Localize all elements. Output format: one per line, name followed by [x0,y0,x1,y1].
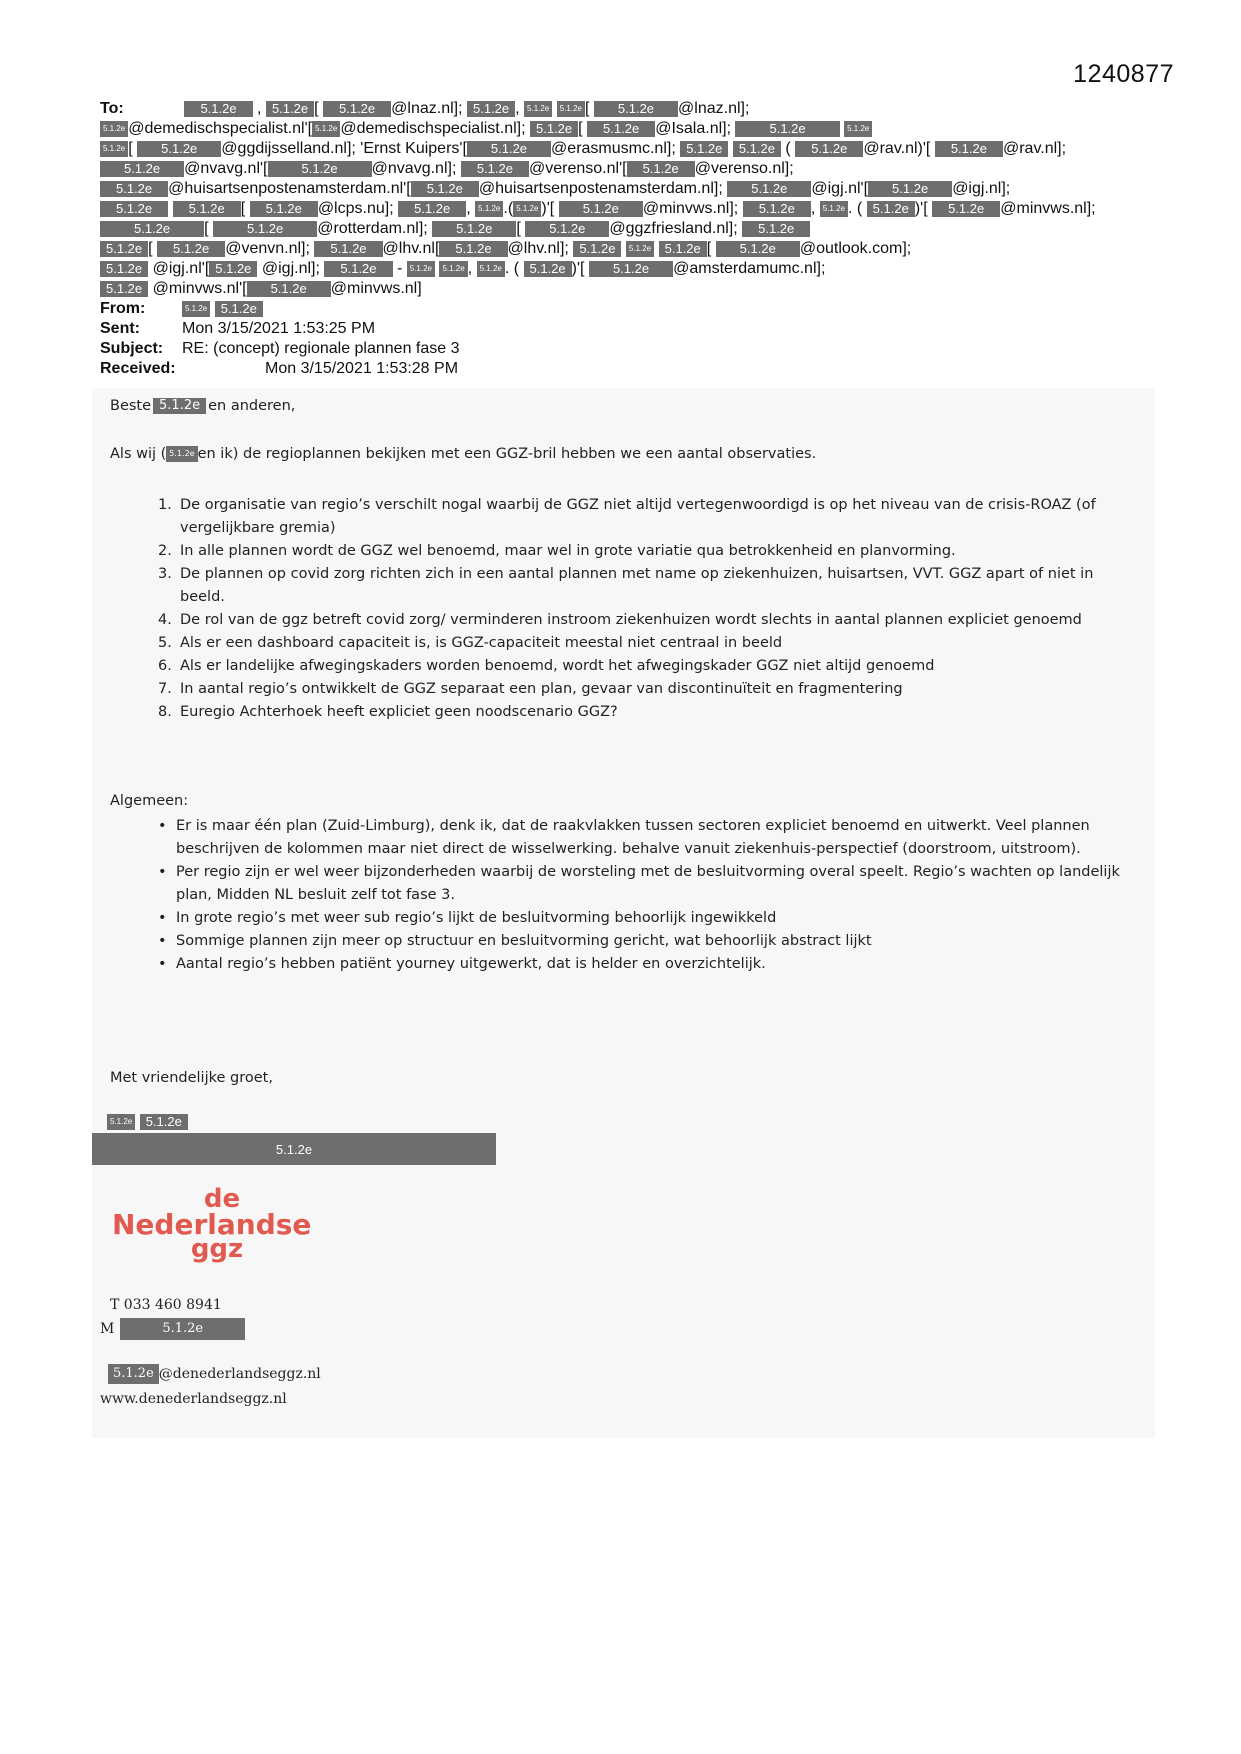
list-item [158,609,1138,632]
redaction: 5.1.2e [439,241,507,257]
mobile-label: M [100,1321,115,1337]
list-number: 6. [158,658,172,674]
list-item [158,540,1138,563]
address-domain: @ggdijsselland.nl]; [221,140,356,157]
list-item [158,815,1138,861]
redaction: 5.1.2e [324,261,392,277]
redaction: 5.1.2e [100,181,168,197]
bullet-icon: • [158,933,167,949]
list-text: Als er landelijke afwegingskaders worden benoemd, wordt het afwegingskader GGZ niet altijd genoemd [180,658,935,674]
list-item [158,678,1138,701]
list-item [158,563,1138,609]
address-domain: @igj.nl'[ [152,260,210,277]
list-text: In aantal regio’s ontwikkelt de GGZ separaat een plan, gevaar van discontinuïteit en fragmentering [180,681,903,697]
redaction: 5.1.2e [524,261,572,277]
bullet-icon: • [158,956,167,972]
general-heading: Algemeen: [110,793,189,809]
list-text: Sommige plannen zijn meer op structuur en besluitvorming gericht, wat behoorlijk abstract lijkt [176,933,872,949]
list-number: 1. [158,497,172,513]
list-item [158,861,1138,907]
from-row [100,299,1140,319]
bullet-icon: • [158,864,167,880]
email-address [108,1364,321,1384]
redaction: 5.1.2e [398,201,466,217]
signature-name [107,1113,188,1131]
redaction: 5.1.2e [439,261,467,277]
redaction: 5.1.2e [573,241,621,257]
redaction: 5.1.2e [323,101,391,117]
address-domain: @igj.nl]; [261,260,320,277]
redaction: 5.1.2e [411,181,479,197]
bullet-icon: • [158,910,167,926]
address-domain: @minvws.nl]; [642,200,739,217]
redaction: 5.1.2e [108,1364,159,1384]
address-domain: @verenso.nl'[ [529,160,627,177]
greeting-text: en anderen, [208,398,296,414]
redaction: 5.1.2e [626,241,654,257]
to-line-7: 5.1.2e [ 5.1.2e @rotterdam.nl]; 5.1.2e [ 5.1.2e @ggzfriesland.nl]; 5.1.2e [100,219,1140,239]
greeting [110,398,1140,414]
redaction: 5.1.2e [935,141,1003,157]
email-headers [100,99,1140,379]
received-row [100,359,1140,379]
greeting-text: Beste [110,398,152,414]
address-domain: @demedischspecialist.nl'[ [128,120,313,137]
list-text: Als er een dashboard capaciteit is, is GGZ-capaciteit meestal niet centraal in beeld [180,635,783,651]
mobile-number [100,1318,245,1340]
redaction: 5.1.2e [795,141,863,157]
address-domain: @Isala.nl]; [655,120,732,137]
list-text: De plannen op covid zorg richten zich in een aantal plannen met name op ziekenhuizen, huisartsen, VVT. GGZ apart of niet in beeld. [180,566,1094,605]
intro-text: Als wij ( [110,446,167,462]
list-item [158,494,1138,540]
address-domain: @nvavg.nl]; [371,160,457,177]
intro-paragraph [110,446,1140,462]
redaction: 5.1.2e [559,201,643,217]
address-domain: @lhv.nl[ [382,240,440,257]
redaction: 5.1.2e [716,241,800,257]
redaction: 5.1.2e [727,181,811,197]
address-domain: @lnaz.nl]; [678,100,750,117]
redaction: 5.1.2e [120,1318,245,1340]
redaction: 5.1.2e [820,201,848,217]
logo-text: Nederlandse [112,1208,312,1241]
redaction: 5.1.2e [735,121,839,137]
redaction: 5.1.2e [100,201,168,217]
list-text: Aantal regio’s hebben patiënt yourney uitgewerkt, dat is helder en overzichtelijk. [176,956,766,972]
bullet-icon: • [158,818,167,834]
redaction: 5.1.2e [407,261,435,277]
redaction: 5.1.2e [467,141,551,157]
address-domain: @nvavg.nl'[ [184,160,268,177]
to-line-4 [100,159,1140,179]
redaction: 5.1.2e [209,261,257,277]
sent-row [100,319,1140,339]
redaction: 5.1.2e [659,241,707,257]
list-item [158,701,1138,724]
list-item [158,632,1138,655]
list-number: 5. [158,635,172,651]
subject-value: RE: (concept) regionale plannen fase 3 [182,340,460,357]
redaction: 5.1.2e [266,101,314,117]
list-number: 2. [158,543,172,559]
redaction: 5.1.2e [157,241,225,257]
redaction: 5.1.2e [213,221,317,237]
redaction: 5.1.2e [587,121,655,137]
redaction: 5.1.2e [100,121,128,137]
redaction: 5.1.2e [680,141,728,157]
address-domain: @verenso.nl]; [694,160,794,177]
redaction: 5.1.2e [477,261,505,277]
redaction: 5.1.2e [524,101,552,117]
redaction: 5.1.2e [844,121,872,137]
redaction: 5.1.2e [100,161,184,177]
redaction: 5.1.2e [100,141,128,157]
redaction: 5.1.2e [525,221,609,237]
redaction: 5.1.2e [314,241,382,257]
address-domain: @igj.nl]; [952,180,1011,197]
list-item [158,953,1138,976]
redaction: 5.1.2e [589,261,673,277]
redaction: 5.1.2e [100,221,204,237]
redaction: 5.1.2e [513,201,541,217]
redaction: 5.1.2e [173,201,241,217]
address-domain: @venvn.nl]; [225,240,310,257]
address-domain: @igj.nl'[ [811,180,869,197]
redaction: 5.1.2e [733,141,781,157]
list-text: De rol van de ggz betreft covid zorg/ verminderen instroom ziekenhuizen wordt slechts in aantal plannen expliciet genoemd [180,612,1082,628]
redaction: 5.1.2e [627,161,695,177]
list-text: De organisatie van regio’s verschilt nogal waarbij de GGZ niet altijd vertegenwoordigd is op het niveau van de crisis-ROAZ (of vergelijkbare gremia) [180,497,1096,536]
subject-label: Subject: [100,340,164,357]
list-number: 3. [158,566,172,582]
redaction: 5.1.2e [100,281,148,297]
redaction: 5.1.2e [107,1114,135,1130]
list-item [158,655,1138,678]
redaction: 5.1.2e [140,1114,188,1130]
sent-value: Mon 3/15/2021 1:53:25 PM [182,320,376,337]
address-domain: @demedischspecialist.nl]; [340,120,526,137]
phone-number: T 033 460 8941 [110,1297,222,1313]
redaction: 5.1.2e [312,121,340,137]
subject-row [100,339,1140,359]
list-text: In alle plannen wordt de GGZ wel benoemd, maar wel in grote variatie qua betrokkenheid en planvorming. [180,543,956,559]
address-domain: @minvws.nl]; [1000,200,1096,217]
to-line-9: 5.1.2e @igj.nl'[ 5.1.2e @igj.nl]; 5.1.2e - 5.1.2e 5.1.2e , 5.1.2e . ( 5.1.2e )'[ 5.1.2e @amsterdamumc.nl]; [100,259,1140,279]
general-bullet-list [158,815,1138,976]
redaction: 5.1.2e [247,281,331,297]
to-line-5 [100,179,1140,199]
address-domain: @huisartsenpostenamsterdam.nl]; [478,180,723,197]
address-domain: @minvws.nl'[ [152,280,247,297]
redaction: 5.1.2e [100,241,148,257]
sent-label: Sent: [100,320,140,337]
closing: Met vriendelijke groet, [110,1070,273,1086]
observations-list [158,494,1138,724]
redaction: 5.1.2e [432,221,516,237]
redaction: 5.1.2e [467,101,515,117]
list-number: 4. [158,612,172,628]
redaction: 5.1.2e [530,121,578,137]
to-label: To: [100,100,124,117]
email-domain[interactable]: @denederlandseggz.nl [158,1366,321,1382]
address-domain: @erasmusmc.nl]; [551,140,676,157]
address-domain: @minvws.nl] [330,280,422,297]
list-text: Euregio Achterhoek heeft expliciet geen noodscenario GGZ? [180,704,618,720]
address-domain: @huisartsenpostenamsterdam.nl'[ [168,180,411,197]
to-line-10 [100,279,1140,299]
redaction: 5.1.2e [743,201,811,217]
to-line-2: 5.1.2e @demedischspecialist.nl'[ 5.1.2e @demedischspecialist.nl]; 5.1.2e [ 5.1.2e @Isala.nl]; 5.1.2e 5.1.2e [100,119,1140,139]
document-number: 1240877 [1073,60,1174,88]
redaction: 5.1.2e [868,181,952,197]
to-line-6: 5.1.2e 5.1.2e [ 5.1.2e @lcps.nu]; 5.1.2e , 5.1.2e .( 5.1.2e )'[ 5.1.2e @minvws.nl]; 5.1.2e , 5.1.2e . ( 5.1.2e )'[ 5.1.2e @minvws.nl]; [100,199,1140,219]
redaction: 5.1.2e [867,201,915,217]
address-domain: @ggzfriesland.nl]; [609,220,738,237]
address-name: 'Ernst Kuipers'[ [360,140,467,157]
logo-text: ggz [190,1234,244,1264]
list-number: 8. [158,704,172,720]
list-number: 7. [158,681,172,697]
address-domain: @rav.nl)'[ [863,140,931,157]
address-domain: @lnaz.nl]; [391,100,463,117]
received-label: Received: [100,360,176,377]
signature-redaction-bar: 5.1.2e [92,1133,496,1165]
address-domain: @amsterdamumc.nl]; [673,260,826,277]
from-label: From: [100,300,146,317]
redaction: 5.1.2e [182,301,210,317]
redaction: 5.1.2e [100,261,148,277]
list-text: Er is maar één plan (Zuid-Limburg), denk ik, dat de raakvlakken tussen sectoren expliciet benoemd en uitwerkt. Veel plannen beschrijven de kolommen maar niet direct de wisselwerking. behalve vanuit ziekenhuis-perspectief (doorstroom, uitstroom). [176,818,1090,857]
intro-text: en ik) de regioplannen bekijken met een GGZ-bril hebben we een aantal observaties. [197,446,817,462]
redaction: 5.1.2e [153,398,206,414]
redaction: 5.1.2e [268,161,372,177]
redaction: 5.1.2e [461,161,529,177]
redaction: 5.1.2e [137,141,221,157]
to-line-1: To: 5.1.2e , 5.1.2e [ 5.1.2e @lnaz.nl]; 5.1.2e , 5.1.2e 5.1.2e [ 5.1.2e @lnaz.nl]; [100,100,750,117]
received-value: Mon 3/15/2021 1:53:28 PM [265,360,459,377]
redaction: 5.1.2e [166,446,197,462]
website-link[interactable]: www.denederlandseggz.nl [100,1391,287,1407]
list-item [158,930,1138,953]
redaction: 5.1.2e [215,301,263,317]
nederlandse-ggz-logo [112,1184,312,1264]
address-domain: @lhv.nl]; [507,240,569,257]
redaction: 5.1.2e [475,201,503,217]
address-domain: @outlook.com]; [799,240,912,257]
address-domain: @rav.nl]; [1002,140,1067,157]
redaction: 5.1.2e [250,201,318,217]
list-text: Per regio zijn er wel weer bijzonderheden waarbij de worsteling met de besluitvorming overal speelt. Regio’s wachten op landelijk plan, Midden NL besluit zelf tot fase 3. [176,864,1120,903]
list-text: In grote regio’s met weer sub regio’s lijkt de besluitvorming behoorlijk ingewikkeld [176,910,777,926]
redaction: 5.1.2e [594,101,678,117]
list-item [158,907,1138,930]
logo-text: de [203,1184,241,1214]
redaction: 5.1.2e [932,201,1000,217]
redaction: 5.1.2e [557,101,585,117]
redaction: 5.1.2e [742,221,810,237]
to-line-8: 5.1.2e [ 5.1.2e @venvn.nl]; 5.1.2e @lhv.nl[ 5.1.2e @lhv.nl]; 5.1.2e 5.1.2e 5.1.2e [ 5.1.2e @outlook.com]; [100,239,1140,259]
redaction: 5.1.2e [184,101,252,117]
address-domain: @rotterdam.nl]; [317,220,428,237]
address-domain: @lcps.nu]; [317,200,394,217]
to-line-3: 5.1.2e [ 5.1.2e @ggdijsselland.nl]; 'Ernst Kuipers'[ 5.1.2e @erasmusmc.nl]; 5.1.2e 5.1.2e ( 5.1.2e @rav.nl)'[ 5.1.2e @rav.nl]; [100,139,1140,159]
